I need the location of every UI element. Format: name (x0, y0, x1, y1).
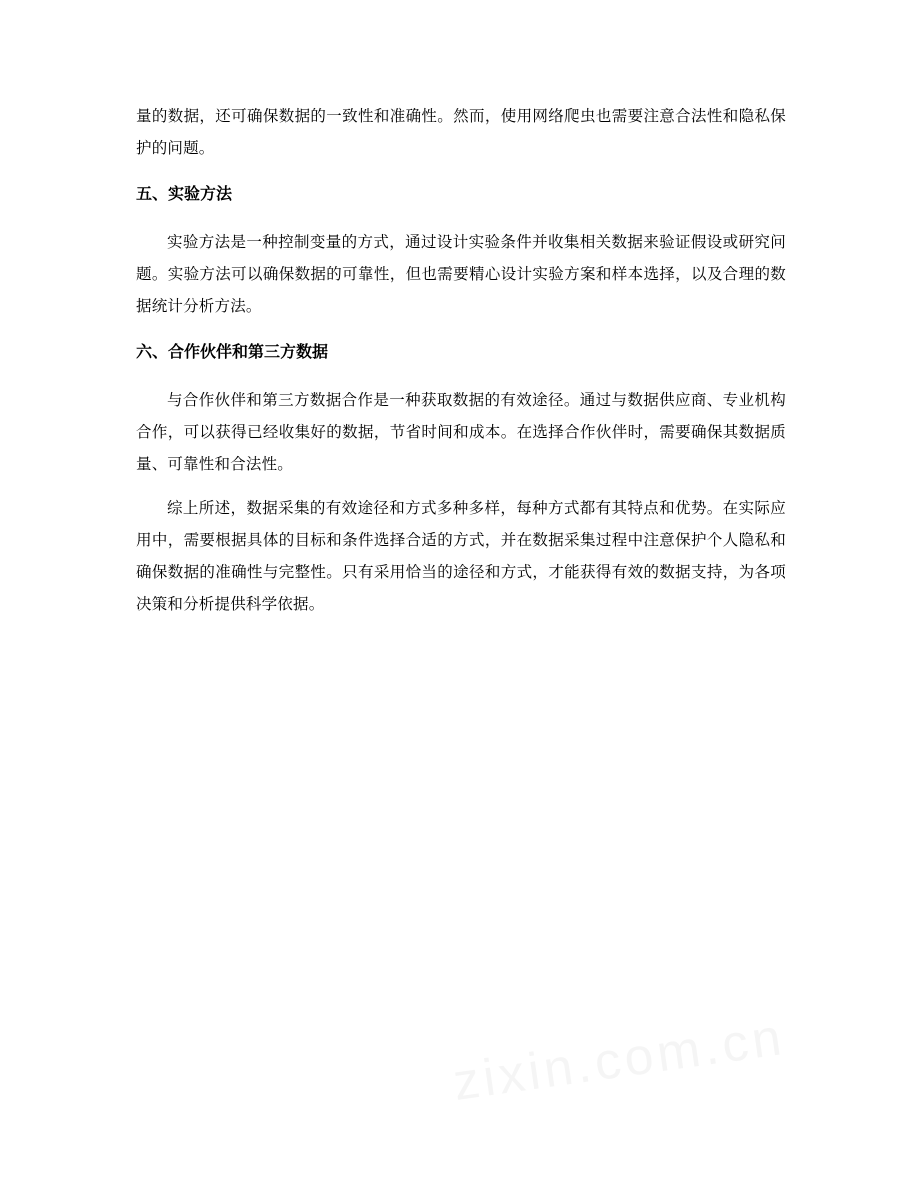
conclusion-paragraph: 综上所述，数据采集的有效途径和方式多种多样，每种方式都有其特点和优势。在实际应用中，需要根据具体的目标和条件选择合适的方式，并在数据采集过程中注意保护个人隐私和确保数据的准确性与完整性。只有采用恰当的途径和方式，才能获得有效的数据支持，为各项决策和分析提供科学依据。 (136, 499, 786, 613)
spacer (136, 480, 786, 492)
intro-paragraph: 量的数据，还可确保数据的一致性和准确性。然而，使用网络爬虫也需要注意合法性和隐私保护的问题。 (136, 107, 786, 157)
spacer (136, 210, 786, 226)
section-5-heading: 五、实验方法 (136, 184, 233, 203)
spacer (136, 164, 786, 178)
section-6-paragraph: 与合作伙伴和第三方数据合作是一种获取数据的有效途径。通过与数据供应商、专业机构合作，可以获得已经收集好的数据，节省时间和成本。在选择合作伙伴时，需要确保其数据质量、可靠性和合法性。 (136, 391, 786, 473)
spacer (136, 322, 786, 336)
spacer (136, 368, 786, 384)
section-6-heading: 六、合作伙伴和第三方数据 (136, 342, 329, 361)
document-body (136, 100, 786, 620)
watermark-logo (449, 1007, 788, 1113)
section-5-paragraph: 实验方法是一种控制变量的方式，通过设计实验条件并收集相关数据来验证假设或研究问题。实验方法可以确保数据的可靠性，但也需要精心设计实验方案和样本选择，以及合理的数据统计分析方法。 (136, 233, 786, 315)
